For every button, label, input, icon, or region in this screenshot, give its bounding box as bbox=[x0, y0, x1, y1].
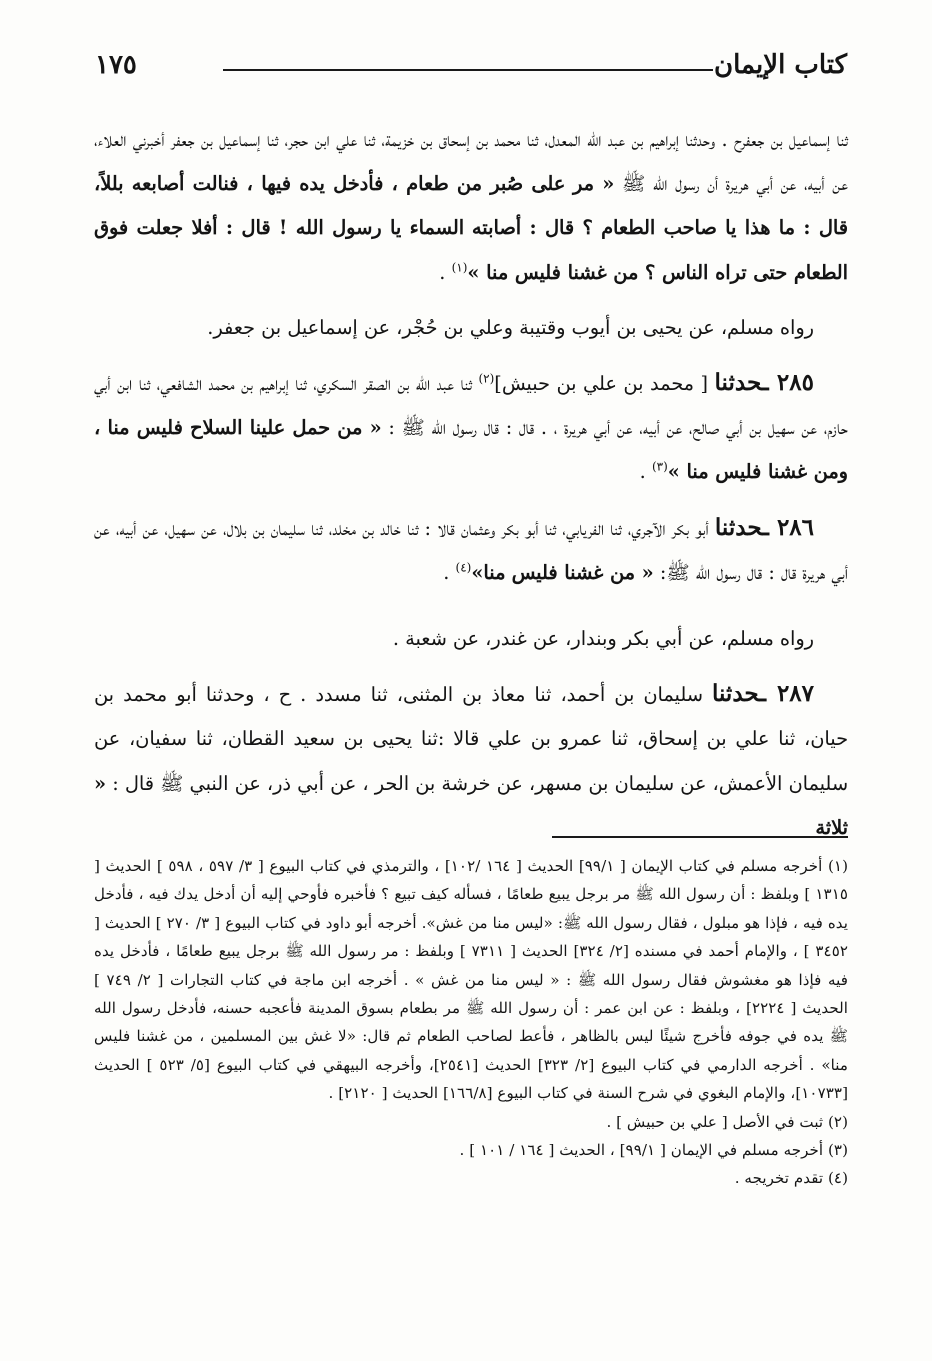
footnote-2: (٢) ثبت في الأصل [ علي بن حبيش ] . bbox=[606, 1112, 848, 1131]
text-line: . bbox=[439, 260, 446, 284]
hadith-quote: على صُبر من طعام ، فأدخل يده فيها ، فنالت أصابعه بللاً، قال : ما هذا يا صاحب الطعام ؟ قال : أصابته bbox=[94, 172, 848, 240]
hadith-quote: منا» bbox=[471, 560, 506, 584]
haddathana-word: حدثنا bbox=[714, 369, 762, 397]
footnote-line: «لا غش بين المسلمين ، من غشنا فليس منا» . أخرجه الدارمي في كتاب البيوع [٢/ ٣٢٣] الحديث bbox=[94, 1027, 849, 1074]
text-line: ابن حجر، ثنا إسماعيل بن جعفر أخبرني العلاء، عن أبيه، عن أبي هريرة أن رسول الله ﷺ bbox=[94, 128, 848, 196]
footnote-ref: (٣) bbox=[651, 460, 668, 474]
footnote-line: (١) أخرجه مسلم في كتاب الإيمان [ ٩٩/١] الحديث [ ١٦٤ /١٠٢] ، والترمذي في كتاب البيوع [ ٣/ ٥٩٧ ، bbox=[198, 857, 849, 875]
haddathana-word: حدثنا bbox=[714, 513, 763, 541]
text-line: سليمان بن بلال، عن سهيل، عن أبيه، عن أبي هريرة قال : قال رسول الله ﷺ: bbox=[94, 516, 848, 584]
footnote-line: حسنه، فأدخل رسول الله ﷺ يده في جوفه فأخرج شيئًا ليس بالظاهر ، فأعط لصاحب الطعام ثم قال: bbox=[94, 999, 849, 1046]
hadith-287 bbox=[94, 672, 848, 850]
text-line: ثنا إسماعيل بن جعفرح . وحدثنا إبراهيم بن عبد الله المعدل، ثنا محمد بن إسحاق بن خزيمة، ثنا علي bbox=[336, 128, 848, 151]
footnotes bbox=[94, 852, 848, 1193]
text-line: . bbox=[639, 460, 646, 484]
hadith-285 bbox=[94, 361, 848, 495]
footnote-ref: (٤) bbox=[455, 560, 472, 575]
footnote-ref: (٢) bbox=[478, 371, 495, 386]
hadith-number: ٢٨٥ ـ bbox=[761, 369, 814, 397]
page-number: ١٧٥ bbox=[95, 50, 137, 80]
text-line: أبو بكر الآجري، ثنا الفريابي، ثنا أبو بكر وعثمان قالا : ثنا خالد بن مخلد، ثنا bbox=[311, 516, 709, 540]
text-line: محمد الشافعي، ثنا ابن أبي حازم، عن سهيل بن أبي صالح، عن أبيه، عن أبي هريرة ، . قال : قال bbox=[94, 372, 848, 440]
text-line: سليمان بن أحمد، ثنا معاذ بن المثنى، ثنا مسدد . ح ، وحدثنا أبو محمد بن bbox=[94, 683, 703, 707]
footnote-line: فأوحي إليه أن أدخل يدك فيه ، فأدخل يده فيه ، فإذا هو مبلول ، فقال رسول الله ﷺ: «ليس منا من bbox=[94, 885, 848, 932]
footnote-line: [٢/ ٣٢٤] الحديث [ ٧٣١١ ] وبلفظ : مر رسول الله ﷺ برجل يبيع طعامًا ، فأدخل يده فيه فإذا هو bbox=[94, 942, 848, 989]
hadith-quote: « من حمل علينا السلاح فليس منا ، ومن غشنا فليس منا » bbox=[94, 416, 848, 484]
footnote-line: في كتاب البيوع [١٦٦/٨] الحديث [ ٢١٢٠] . bbox=[328, 1084, 593, 1103]
chapter-title: كتاب الإيمان bbox=[713, 50, 847, 80]
text-line: . bbox=[443, 560, 450, 584]
hadith-quote: « ثلاثة bbox=[94, 771, 848, 839]
footnote-line: الحديث [ ٢٢٢٤] ، وبلفظ : عن ابن عمر : أن رسول الله ﷺ مر بطعام بسوق المدينة فأعجبه bbox=[258, 999, 849, 1018]
footnote-line: ٥٩٨ ] الحديث [ ١٣١٥ ] وبلفظ : أن رسول الله ﷺ مر برجل يبيع طعامًا ، فسأله كيف تبيع ؟ فأخبره bbox=[94, 857, 849, 904]
text-line: [ محمد بن علي بن حبيش] bbox=[494, 372, 709, 396]
text-line: رواه مسلم، عن أبي بكر وبندار، عن غندر، عن شعبة . bbox=[392, 627, 814, 651]
footnote-4: (٤) تقدم تخريجه . bbox=[734, 1169, 848, 1188]
text-line: رواه مسلم، عن يحيى بن أيوب وقتيبة وعلي بن حُجْر، عن إسماعيل بن جعفر. bbox=[207, 315, 814, 339]
footnote-3: (٣) أخرجه مسلم في الإيمان [ ٩٩/١] ، الحديث [ ١٦٤ / ١٠١ ] . bbox=[459, 1141, 848, 1160]
hadith-quote: السماء يا رسول الله ! قال : أفلا جعلت فوق الطعام حتى تراه الناس ؟ من غشنا فليس منا » bbox=[94, 216, 848, 284]
hadith-quote: « من غشنا فليس bbox=[511, 560, 654, 584]
haddathana-word: حدثنا bbox=[711, 680, 760, 708]
footnote-1 bbox=[94, 852, 848, 1108]
hadith-286 bbox=[94, 506, 848, 595]
footnote-separator bbox=[552, 836, 848, 838]
hadith-number: ٢٨٦ ـ bbox=[762, 513, 814, 541]
footnote-ref: (١) bbox=[451, 260, 468, 275]
hadith-number: ٢٨٧ ـ bbox=[759, 680, 814, 708]
header-rule bbox=[223, 69, 713, 71]
hadith-quote: « مر bbox=[573, 172, 615, 196]
main-text bbox=[94, 118, 848, 850]
text-line: رسول الله ﷺ : bbox=[388, 416, 477, 440]
narration-note bbox=[94, 306, 848, 350]
text-line: الأعمش، عن سليمان بن مسهر، عن خرشة بن الحر ، عن أبي ذر، عن النبي ﷺ قال : bbox=[112, 771, 783, 795]
paragraph-continuation bbox=[94, 118, 848, 295]
footnote-line: مغشوش فقال رسول الله ﷺ : « ليس منا من غش » . أخرجه ابن ماجة في كتاب التجارات [ ٢/ ٧٤٩ ] bbox=[94, 970, 770, 989]
footnote-line: غش». أخرجه أبو داود في كتاب البيوع [ ٣/ ٢٧٠ ] الحديث [ ٣٤٥٢ ] ، والإمام أحمد في مسنده bbox=[94, 913, 849, 961]
text-line: حيان، ثنا علي بن إسحاق، ثنا عمرو بن علي قالا :ثنا يحيى بن سعيد القطان، ثنا سفيان، عن سليمان bbox=[94, 727, 848, 795]
footnote-line: [٢٥٤١]، وأخرجه البيهقي في كتاب البيوع [٥/ ٥٢٣ ] الحديث [١٠٧٣٣]، والإمام البغوي في شرح السنة bbox=[94, 1055, 848, 1103]
text-line: ثنا عبد الله بن الصقر السكري، ثنا إبراهيم بن bbox=[241, 372, 472, 396]
page-header bbox=[95, 50, 847, 90]
narration-note bbox=[94, 617, 848, 661]
